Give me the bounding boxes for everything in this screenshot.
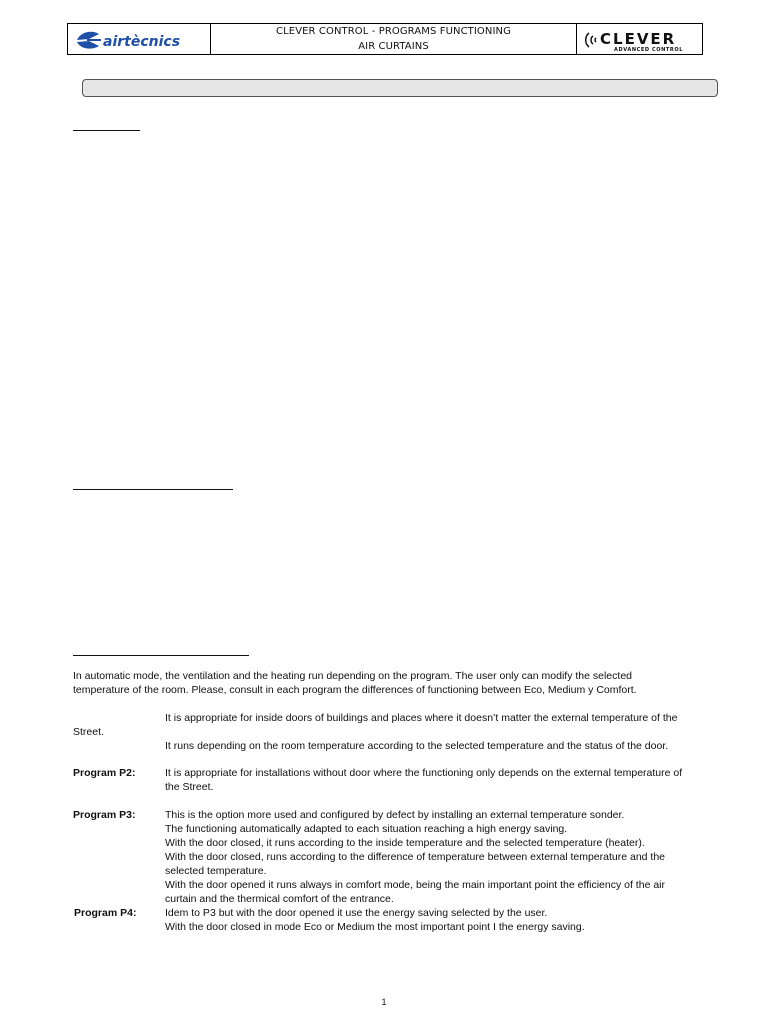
- program-p2-line-1: It is appropriate for installations without door where the functioning only depends on the external temperature of: [165, 767, 683, 779]
- svg-text:airtècnics: airtècnics: [103, 34, 181, 50]
- program-p4-label: Program P4:: [74, 907, 137, 919]
- header-title: [211, 24, 577, 54]
- page-number: 1: [381, 997, 387, 1007]
- intro-line-2: temperature of the room. Please, consult in each program the differences of functioning between Eco, Medium y Comfort.: [73, 684, 637, 696]
- program-p3-line-4: With the door closed, runs according to the difference of temperature between external temperature and the: [165, 851, 666, 863]
- header-title-line1: CLEVER CONTROL - PROGRAMS FUNCTIONING: [276, 26, 511, 37]
- svg-text:ADVANCED CONTROL: ADVANCED CONTROL: [614, 47, 683, 53]
- heading-underline-1: [73, 130, 140, 131]
- program-p3-line-2: The functioning automatically adapted to each situation reaching a high energy saving.: [165, 823, 568, 835]
- header-table: [67, 23, 703, 55]
- program-p2-label: Program P2:: [73, 767, 136, 779]
- program-p4-line-2: With the door closed in mode Eco or Medium the most important point I the energy saving.: [165, 921, 585, 933]
- heading-underline-2: [73, 489, 233, 490]
- program-p2-line-2: the Street.: [165, 781, 214, 793]
- airtecnics-logo-cell: [68, 24, 211, 54]
- clever-logo-cell: [577, 24, 702, 54]
- program-p1-line-1: It is appropriate for inside doors of buildings and places where it doesn’t matter the external temperature of the: [165, 712, 678, 724]
- section-title-bar: [82, 79, 718, 97]
- program-p3-line-5: selected temperature.: [165, 865, 267, 877]
- program-p3-line-3: With the door closed, it runs according to the inside temperature and the selected temperature (heater).: [165, 837, 645, 849]
- airtecnics-logo: [75, 28, 205, 52]
- header-title-line2: AIR CURTAINS: [358, 41, 429, 52]
- program-p1-line-2: Street.: [73, 726, 104, 738]
- svg-text:CLEVER: CLEVER: [600, 30, 677, 48]
- program-p4-line-1: Idem to P3 but with the door opened it use the energy saving selected by the user.: [165, 907, 548, 919]
- clever-logo: [583, 27, 699, 53]
- program-p3-line-6: With the door opened it runs always in comfort mode, being the main important point the efficiency of the air: [165, 879, 665, 891]
- intro-line-1: In automatic mode, the ventilation and the heating run depending on the program. The user only can modify the selected: [73, 670, 632, 682]
- program-p3-line-7: curtain and the thermical comfort of the entrance.: [165, 893, 394, 905]
- program-p3-line-1: This is the option more used and configured by defect by installing an external temperature sonder.: [165, 809, 625, 821]
- program-p3-label: Program P3:: [73, 809, 136, 821]
- program-p1-line-3: It runs depending on the room temperature according to the selected temperature and the status of the door.: [165, 740, 669, 752]
- heading-underline-3: [73, 655, 249, 656]
